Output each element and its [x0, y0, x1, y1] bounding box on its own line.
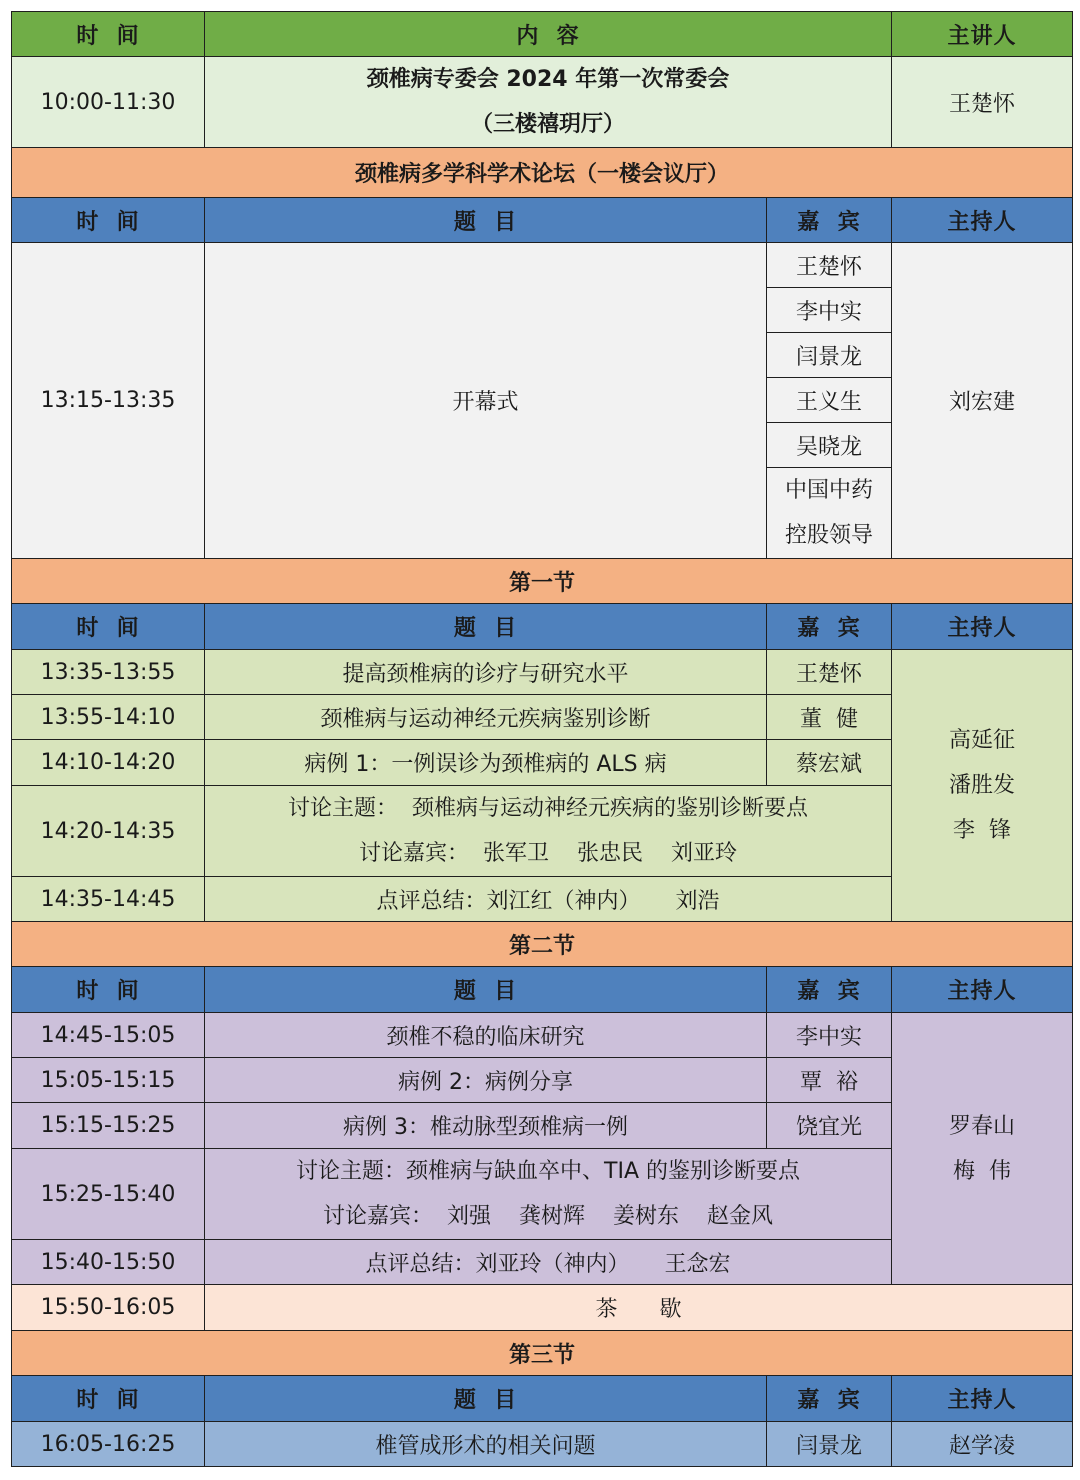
- section2-title-row: [12, 922, 1073, 967]
- section2-host: 梅 伟: [953, 1158, 1012, 1184]
- session-guest: 覃 裕: [767, 1058, 892, 1103]
- section3-header-row: [12, 1376, 1073, 1422]
- opening-guest: 闫景龙: [767, 333, 892, 378]
- section3-row: [12, 1422, 1073, 1467]
- session-time: 16:05-16:25: [12, 1422, 205, 1467]
- discussion-time: 15:25-15:40: [12, 1149, 205, 1240]
- opening-topic: 开幕式: [205, 243, 767, 559]
- section1-host: 高延征: [949, 728, 1016, 753]
- opening-time: 13:15-13:35: [12, 243, 205, 559]
- session-time: 14:45-15:05: [12, 1013, 205, 1058]
- discussion-text: [205, 786, 892, 877]
- opening-guest: 吴晓龙: [767, 423, 892, 468]
- meeting-header-content: 内 容: [205, 12, 892, 57]
- section1-host: 李 锋: [953, 818, 1012, 843]
- discussion-guests: 讨论嘉宾： 刘强 龚树辉 姜树东 赵金风: [323, 1204, 773, 1229]
- meeting-time: 10:00-11:30: [12, 57, 205, 148]
- col-header-host: 主持人: [892, 604, 1073, 650]
- section1-row: [12, 650, 1073, 695]
- col-header-guest: 嘉 宾: [767, 198, 892, 243]
- col-header-guest: 嘉 宾: [767, 967, 892, 1013]
- review-time: 14:35-14:45: [12, 877, 205, 922]
- meeting-speaker: 王楚怀: [892, 57, 1073, 148]
- discussion-guests: 讨论嘉宾： 张军卫 张忠民 刘亚玲: [359, 841, 737, 866]
- col-header-host: 主持人: [892, 967, 1073, 1013]
- tea-break-time: 15:50-16:05: [12, 1285, 205, 1331]
- col-header-topic: 题 目: [205, 198, 767, 243]
- session-topic: 椎管成形术的相关问题: [205, 1422, 767, 1467]
- section1-title: 第一节: [12, 559, 1073, 604]
- meeting-header-time: 时 间: [12, 12, 205, 57]
- col-header-time: 时 间: [12, 198, 205, 243]
- session-topic: 提高颈椎病的诊疗与研究水平: [205, 650, 767, 695]
- opening-guest: 王义生: [767, 378, 892, 423]
- session-topic: 病例 3：椎动脉型颈椎病一例: [205, 1103, 767, 1149]
- col-header-topic: 题 目: [205, 967, 767, 1013]
- session-topic: 病例 2：病例分享: [205, 1058, 767, 1103]
- opening-guest-last-line2: 控股领导: [785, 523, 874, 548]
- col-header-topic: 题 目: [205, 604, 767, 650]
- col-header-guest: 嘉 宾: [767, 604, 892, 650]
- session-time: 14:10-14:20: [12, 740, 205, 786]
- section1-hosts: [892, 650, 1073, 922]
- section1-host: 潘胜发: [949, 773, 1016, 798]
- session-time: 13:35-13:55: [12, 650, 205, 695]
- section2-host: 罗春山: [949, 1113, 1016, 1139]
- session-topic: 颈椎病与运动神经元疾病鉴别诊断: [205, 695, 767, 740]
- opening-guest-last-line1: 中国中药: [785, 478, 874, 503]
- section2-title: 第二节: [12, 922, 1073, 967]
- meeting-row: [12, 57, 1073, 148]
- session-time: 13:55-14:10: [12, 695, 205, 740]
- discussion-topic: 讨论主题：颈椎病与缺血卒中、TIA 的鉴别诊断要点: [296, 1159, 800, 1184]
- section1-header-row: [12, 604, 1073, 650]
- opening-guest: 李中实: [767, 288, 892, 333]
- section1-title-row: [12, 559, 1073, 604]
- session-guest: 王楚怀: [767, 650, 892, 695]
- meeting-title: [205, 57, 892, 148]
- section3-title: 第三节: [12, 1331, 1073, 1376]
- col-header-time: 时 间: [12, 967, 205, 1013]
- meeting-title-line2: （三楼禧玥厅）: [471, 112, 626, 137]
- col-header-time: 时 间: [12, 604, 205, 650]
- section2-row: [12, 1013, 1073, 1058]
- session-topic: 颈椎不稳的临床研究: [205, 1013, 767, 1058]
- session-topic: 病例 1：一例误诊为颈椎病的 ALS 病: [205, 740, 767, 786]
- meeting-header-row: [12, 12, 1073, 57]
- section2-header-row: [12, 967, 1073, 1013]
- discussion-text: [205, 1149, 892, 1240]
- session-guest: 闫景龙: [767, 1422, 892, 1467]
- opening-header-row: [12, 198, 1073, 243]
- schedule-table: [11, 11, 1073, 1467]
- col-header-host: 主持人: [892, 198, 1073, 243]
- opening-row: [12, 243, 1073, 288]
- meeting-title-line1: 颈椎病专委会 2024 年第一次常委会: [366, 67, 730, 92]
- session-guest: 董 健: [767, 695, 892, 740]
- review-text: 点评总结：刘江红（神内） 刘浩: [205, 877, 892, 922]
- section3-title-row: [12, 1331, 1073, 1376]
- review-text: 点评总结：刘亚玲（神内） 王念宏: [205, 1240, 892, 1285]
- opening-host: 刘宏建: [892, 243, 1073, 559]
- discussion-time: 14:20-14:35: [12, 786, 205, 877]
- session-time: 15:05-15:15: [12, 1058, 205, 1103]
- meeting-header-speaker: 主讲人: [892, 12, 1073, 57]
- col-header-host: 主持人: [892, 1376, 1073, 1422]
- session-guest: 饶宜光: [767, 1103, 892, 1149]
- session-time: 15:15-15:25: [12, 1103, 205, 1149]
- forum-title-row: [12, 148, 1073, 198]
- tea-break-row: [12, 1285, 1073, 1331]
- col-header-time: 时 间: [12, 1376, 205, 1422]
- col-header-guest: 嘉 宾: [767, 1376, 892, 1422]
- forum-title: 颈椎病多学科学术论坛（一楼会议厅）: [12, 148, 1073, 198]
- section2-hosts: [892, 1013, 1073, 1285]
- col-header-topic: 题 目: [205, 1376, 767, 1422]
- opening-guest-last: [767, 468, 892, 559]
- opening-guest: 王楚怀: [767, 243, 892, 288]
- discussion-topic: 讨论主题： 颈椎病与运动神经元疾病的鉴别诊断要点: [288, 796, 808, 821]
- session-host: 赵学凌: [892, 1422, 1073, 1467]
- tea-break-label: 茶 歇: [205, 1285, 1073, 1331]
- session-guest: 蔡宏斌: [767, 740, 892, 786]
- session-guest: 李中实: [767, 1013, 892, 1058]
- review-time: 15:40-15:50: [12, 1240, 205, 1285]
